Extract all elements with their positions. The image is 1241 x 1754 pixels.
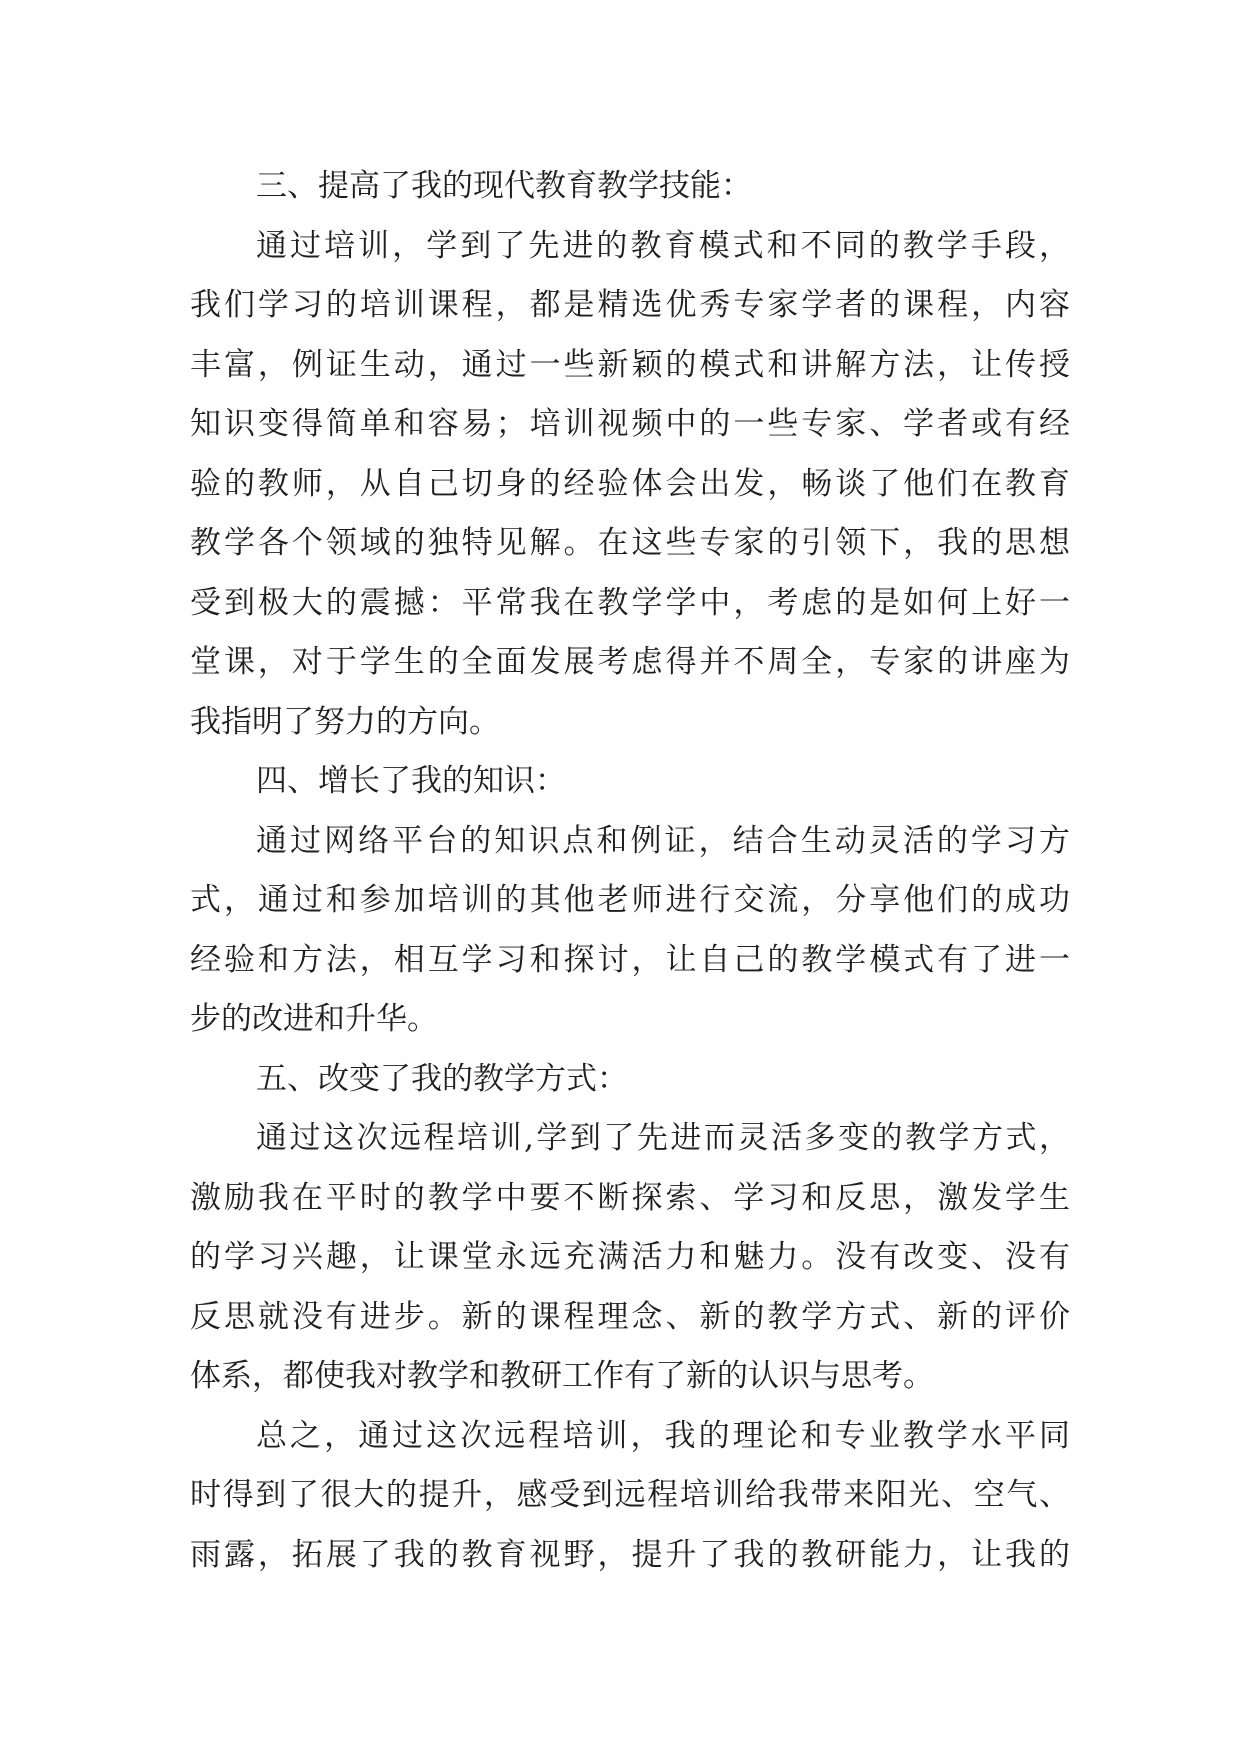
text-line: 步的改进和升华。 xyxy=(190,1001,438,1037)
text-line: 时得到了很大的提升，感受到远程培训给我带来阳光、空气、 xyxy=(190,1477,1070,1513)
text-line: 受到极大的震撼：平常我在教学学中，考虑的是如何上好一 xyxy=(190,584,1070,621)
text-line: 知识变得简单和容易；培训视频中的一些专家、学者或有经 xyxy=(190,406,1070,442)
text-line: 通过这次远程培训,学到了先进而灵活多变的教学方式， xyxy=(256,1120,1070,1156)
text-line: 体系，都使我对教学和教研工作有了新的认识与思考。 xyxy=(190,1358,934,1394)
text-line: 四、增长了我的知识： xyxy=(256,763,566,799)
text-line: 通过网络平台的知识点和例证，结合生动灵活的学习方 xyxy=(256,822,1070,859)
text-line: 教学各个领域的独特见解。在这些专家的引领下，我的思想 xyxy=(190,525,1070,561)
document-body xyxy=(190,157,1070,1585)
text-line: 的学习兴趣，让课堂永远充满活力和魅力。没有改变、没有 xyxy=(190,1239,1070,1275)
text-line: 我们学习的培训课程，都是精选优秀专家学者的课程，内容 xyxy=(190,287,1070,323)
text-line: 雨露，拓展了我的教育视野，提升了我的教研能力，让我的 xyxy=(190,1536,1070,1573)
text-line: 总之，通过这次远程培训，我的理论和专业教学水平同 xyxy=(256,1417,1070,1454)
text-line: 激励我在平时的教学中要不断探索、学习和反思，激发学生 xyxy=(190,1179,1070,1216)
text-line: 式，通过和参加培训的其他老师进行交流，分享他们的成功 xyxy=(190,882,1070,918)
text-line: 通过培训，学到了先进的教育模式和不同的教学手段， xyxy=(256,227,1070,264)
text-line: 五、改变了我的教学方式： xyxy=(256,1060,628,1097)
text-line: 反思就没有进步。新的课程理念、新的教学方式、新的评价 xyxy=(190,1298,1070,1335)
text-line: 经验和方法，相互学习和探讨，让自己的教学模式有了进一 xyxy=(190,941,1070,978)
text-line: 堂课，对于学生的全面发展考虑得并不周全，专家的讲座为 xyxy=(190,644,1070,680)
text-line: 丰富，例证生动，通过一些新颖的模式和讲解方法，让传授 xyxy=(190,346,1070,383)
text-line: 验的教师，从自己切身的经验体会出发，畅谈了他们在教育 xyxy=(190,465,1070,502)
text-line: 三、提高了我的现代教育教学技能： xyxy=(256,168,752,204)
text-line: 我指明了努力的方向。 xyxy=(190,703,500,740)
